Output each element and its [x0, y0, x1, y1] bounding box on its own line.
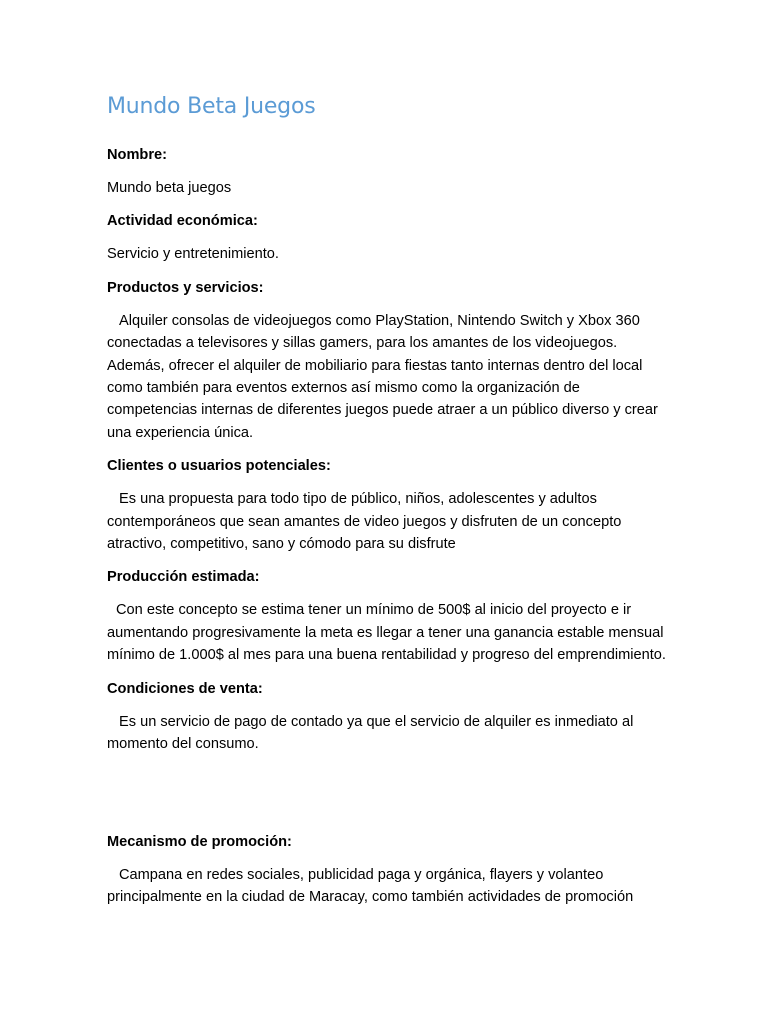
- document-title: Mundo Beta Juegos: [107, 94, 316, 119]
- document-page: [107, 92, 667, 919]
- section-text-promocion: Campana en redes sociales, publicidad paga y orgánica, flayers y volanteo principalmente en la ciudad de Maracay, como también actividades de promoción: [107, 866, 634, 905]
- section-label-produccion: Producción estimada:: [107, 569, 260, 586]
- section-label-actividad: Actividad económica:: [107, 213, 258, 230]
- blank-space: [107, 767, 667, 831]
- section-text-condiciones: Es un servicio de pago de contado ya que el servicio de alquiler es inmediato al momento del consumo.: [107, 713, 634, 753]
- section-label-productos: Productos y servicios:: [107, 279, 264, 296]
- section-label-clientes: Clientes o usuarios potenciales:: [107, 458, 331, 475]
- section-label-nombre: Nombre:: [107, 147, 167, 163]
- section-text-nombre: Mundo beta juegos: [107, 180, 232, 196]
- section-text-actividad: Servicio y entretenimiento.: [107, 246, 279, 263]
- section-label-promocion: Mecanismo de promoción:: [107, 833, 292, 850]
- section-text-productos: Alquiler consolas de videojuegos como PlayStation, Nintendo Switch y Xbox 360 conectadas a televisores y sillas gamers, para los amantes de los videojuegos. Además, ofrecer el alquiler de mobiliario para fiestas tanto internas dentro del local como también para eventos externos así mismo como la organización de competencias internas de diferentes juegos puede atraer a un público diverso y crear una experiencia única.: [107, 312, 658, 441]
- section-text-clientes: Es una propuesta para todo tipo de público, niños, adolescentes y adultos contemporáneos que sean amantes de video juegos y disfruten de un concepto atractivo, competitivo, sano y cómodo para su disfrute: [107, 491, 622, 553]
- section-text-produccion: Con este concepto se estima tener un mínimo de 500$ al inicio del proyecto e ir aumentando progresivamente la meta es llegar a tener una ganancia estable mensual mínimo de 1.000$ al mes para una buena rentabilidad y progreso del emprendimiento.: [107, 602, 666, 664]
- section-label-condiciones: Condiciones de venta:: [107, 680, 263, 697]
